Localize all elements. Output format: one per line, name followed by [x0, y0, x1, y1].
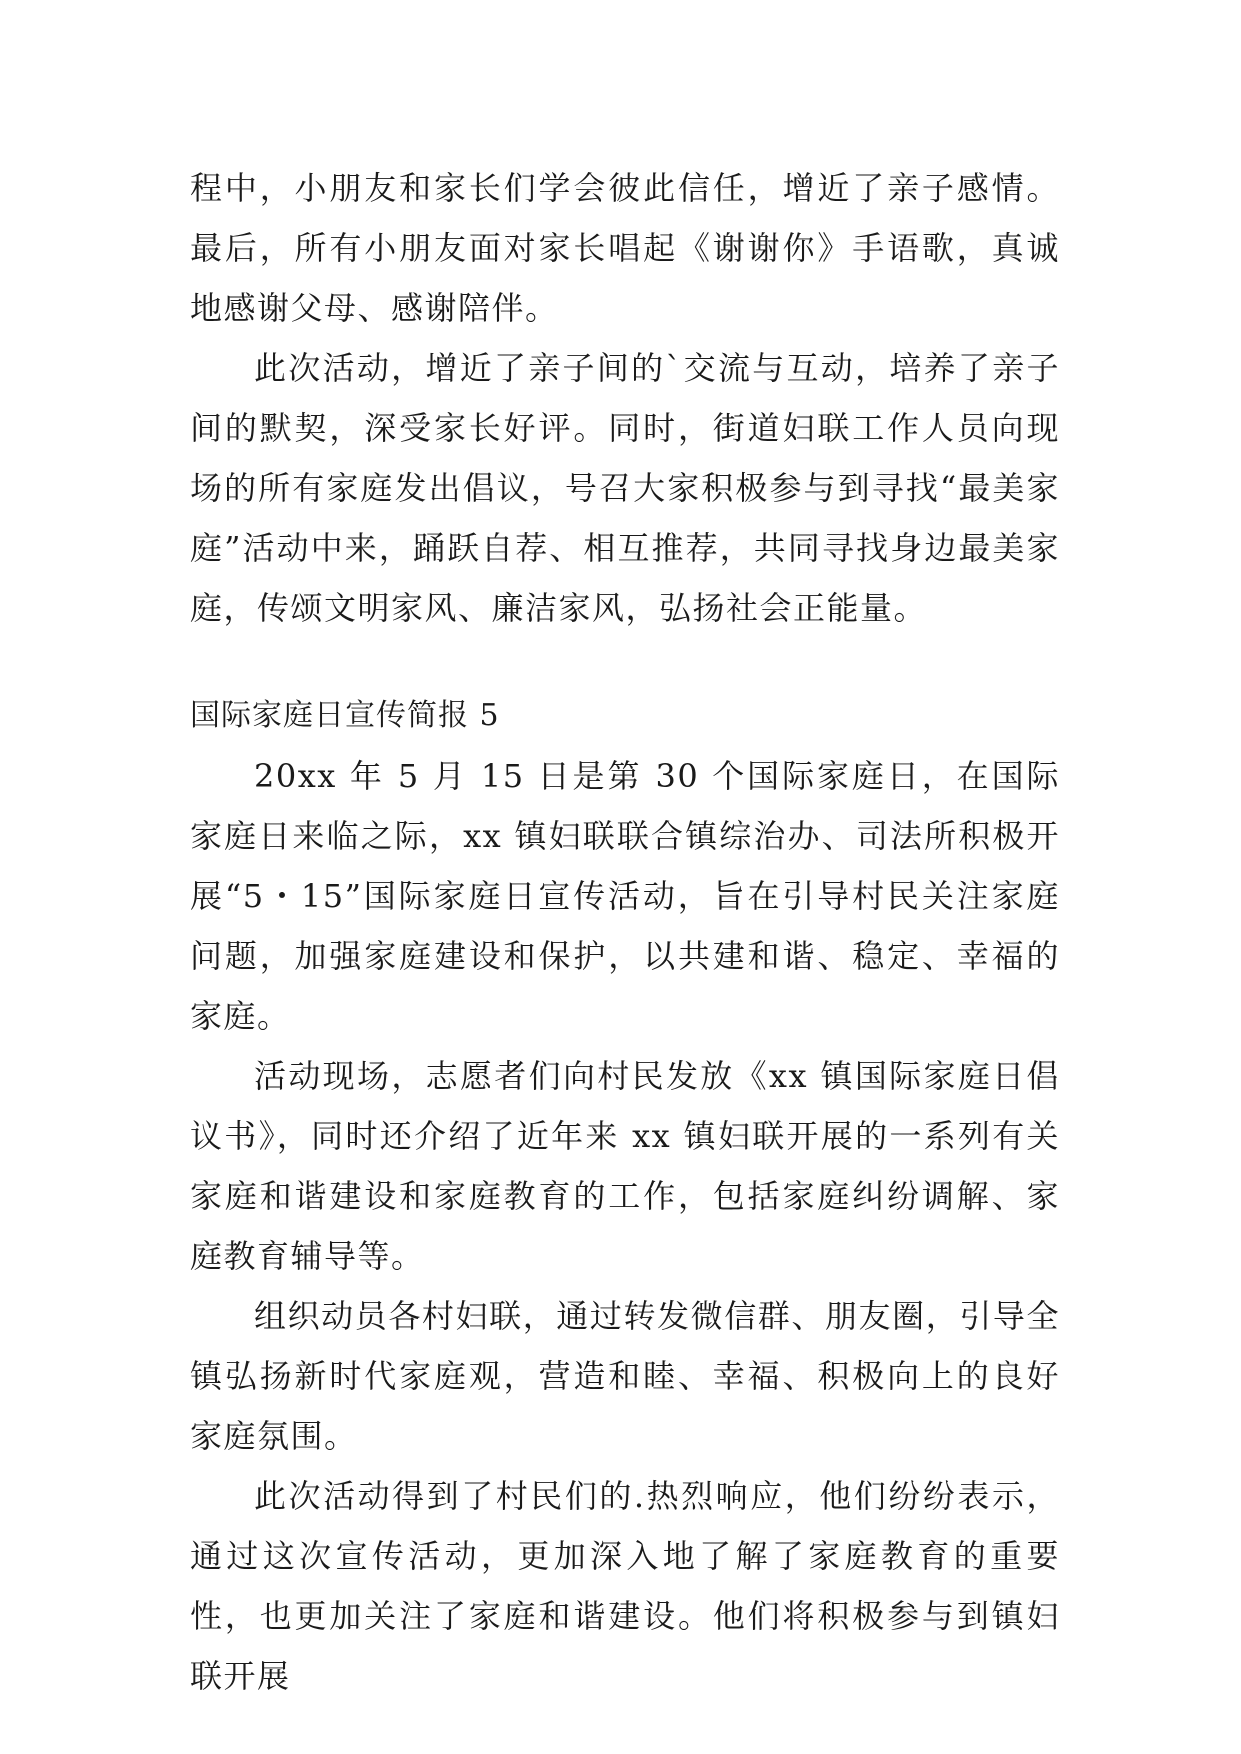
paragraph-intro: 20xx 年 5 月 15 日是第 30 个国际家庭日，在国际家庭日来临之际，xx 镇妇联联合镇综治办、司法所积极开展“5・15”国际家庭日宣传活动，旨在引导村民关注家庭问题，加强家庭建设和保护，以共建和谐、稳定、幸福的家庭。	[190, 757, 1060, 1035]
paragraph-continuation: 程中，小朋友和家长们学会彼此信任，增近了亲子感情。最后，所有小朋友面对家长唱起《谢谢你》手语歌，真诚地感谢父母、感谢陪伴。	[190, 169, 1060, 327]
document-page	[190, 158, 1060, 1706]
paragraph-activity-summary: 此次活动，增近了亲子间的`交流与互动，培养了亲子间的默契，深受家长好评。同时，街道妇联工作人员向现场的所有家庭发出倡议，号召大家积极参与到寻找“最美家庭”活动中来，踊跃自荐、相互推荐，共同寻找身边最美家庭，传颂文明家风、廉洁家风，弘扬社会正能量。	[190, 349, 1060, 627]
paragraph-mobilize: 组织动员各村妇联，通过转发微信群、朋友圈，引导全镇弘扬新时代家庭观，营造和睦、幸福、积极向上的良好家庭氛围。	[190, 1297, 1060, 1455]
section-title: 国际家庭日宣传简报 5	[190, 698, 500, 733]
paragraph-response: 此次活动得到了村民们的.热烈响应，他们纷纷表示，通过这次宣传活动，更加深入地了解了家庭教育的重要性，也更加关注了家庭和谐建设。他们将积极参与到镇妇联开展	[190, 1477, 1060, 1695]
paragraph-onsite: 活动现场，志愿者们向村民发放《xx 镇国际家庭日倡议书》，同时还介绍了近年来 xx 镇妇联开展的一系列有关家庭和谐建设和家庭教育的工作，包括家庭纠纷调解、家庭教育辅导等。	[190, 1057, 1060, 1275]
